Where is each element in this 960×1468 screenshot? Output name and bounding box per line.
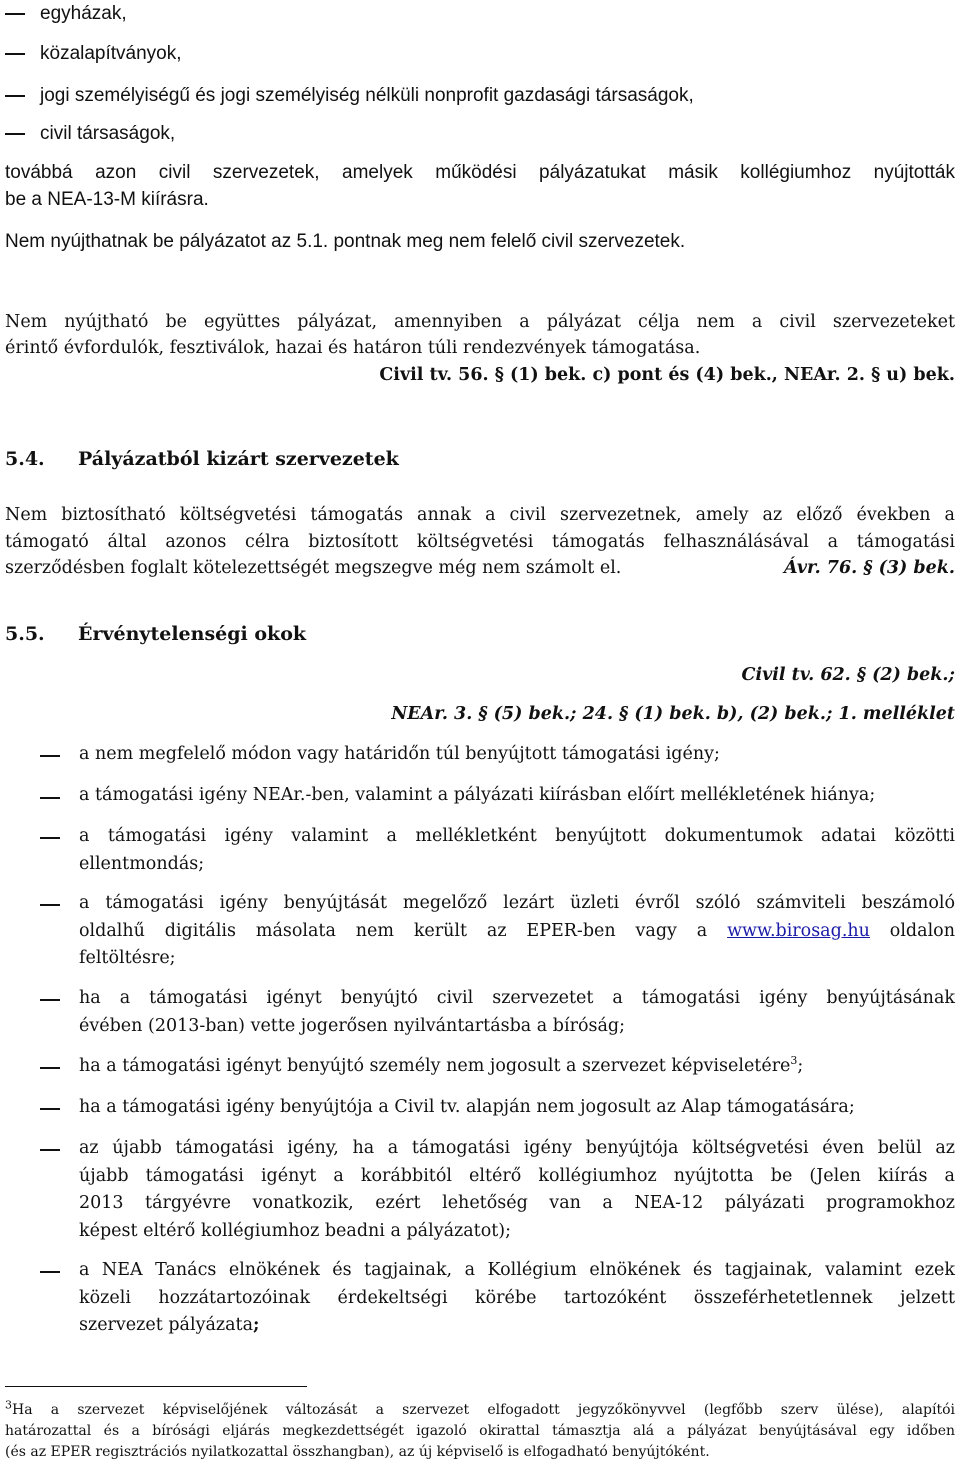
joint-application-line-1: Nem nyújtható be együttes pályázat, amennyiben a pályázat célja nem a civil szervezeteket [5,312,955,332]
section-number: 5.4. [5,448,45,470]
list-item: jogi személyiségű és jogi személyiség nélküli nonprofit gazdasági társaságok, [40,85,694,106]
list-item: ha a támogatási igényt benyújtó személy nem jogosult a szervezet képviseletére$^3$; [79,1054,804,1076]
list-item: a támogatási igény NEAr.-ben, valamint a pályázati kiírásban előírt mellékletének hiánya; [79,785,876,805]
dash-bullet [40,1108,60,1110]
legal-reference: Ávr. 76. § (3) bek. [783,558,955,578]
list-item: ha a támogatási igényt benyújtó civil szervezetet a támogatási igény benyújtásának évében (2013-ban) vette jogerősen nyilvántartásba a bíróság; [79,988,955,1036]
list-item: civil társaságok, [40,123,176,144]
dash-bullet [40,999,60,1001]
footnote-mark: 3 [5,1398,12,1412]
dash-bullet [40,837,60,839]
section-5-4-line-2: támogató által azonos célra biztosított költségvetési támogatás felhasználásával a támogatási [5,532,955,552]
section-title: Pályázatból kizárt szervezetek [78,448,399,470]
dash-bullet [40,755,60,757]
dash-bullet [40,1149,60,1151]
section-title: Érvénytelenségi okok [78,623,307,645]
legal-reference: Civil tv. 56. § (1) bek. c) pont és (4) bek., NEAr. 2. § u) bek. [379,365,955,385]
footnote-separator [5,1386,307,1387]
dash-bullet [5,133,25,135]
section-5-4-line-3: szerződésben foglalt kötelezettségét megszegve még nem számolt el. [5,558,622,578]
intro-paragraph-line-2: be a NEA-13-M kiírásra. [5,189,209,210]
list-item: a támogatási igény valamint a mellékletként benyújtott dokumentumok adatai közötti ellentmondás; [79,826,955,874]
footnote: $^3$Ha a szervezet képviselőjének változását a szervezet elfogadott jegyzőkönyvvel (legfőbb szerv ülése), alapítói határozattal és a bírósági eljárás megkezdettségét igazoló okirattal támasztja alá a pályázat benyújtásával egy időben (és az EPER regisztrációs nyilatkozattal összhangban), az új képviselő is elfogadható benyújtóként. [5,1398,955,1460]
legal-reference: Civil tv. 62. § (2) bek.; [741,665,955,685]
section-heading-5-4 [5,446,399,473]
dash-bullet [40,1067,60,1069]
dash-bullet [5,13,25,15]
list-item: a nem megfelelő módon vagy határidőn túl benyújtott támogatási igény; [79,744,720,764]
list-item: a NEA Tanács elnökének és tagjainak, a Kollégium elnökének és tagjainak, valamint ezek közeli hozzátartozóinak érdekeltségi körébe tartozóként összeférhetetlennek jelzett szervezet pályázata; [79,1260,955,1335]
footnote-reference[interactable]: 3 [790,1054,798,1068]
dash-bullet [40,797,60,799]
section-number: 5.5. [5,623,45,645]
dash-bullet [5,53,25,55]
list-item: ha a támogatási igény benyújtója a Civil tv. alapján nem jogosult az Alap támogatására; [79,1097,855,1117]
joint-application-line-2: érintő évfordulók, fesztiválok, hazai és határon túli rendezvények támogatása. [5,338,701,358]
list-item: az újabb támogatási igény, ha a támogatási igény benyújtója költségvetési éven belül az újabb támogatási igényt a korábbitól eltérő kollégiumhoz nyújtotta be (Jelen kiírás a 2013 tárgyévre vonatkozik, ezért lehetőség van a NEA-12 pályázati programokhoz képest eltérő kollégiumhoz beadni a pályázatot); [79,1138,955,1241]
legal-reference: NEAr. 3. § (5) bek.; 24. § (1) bek. b), (2) bek.; 1. melléklet [391,704,955,724]
section-5-4-line-1: Nem biztosítható költségvetési támogatás annak a civil szervezetnek, amely az előző években a [5,505,955,525]
section-heading-5-5 [5,621,306,648]
dash-bullet [5,95,25,97]
intro-paragraph-line-1: továbbá azon civil szervezetek, amelyek működési pályázatukat másik kollégiumhoz nyújtották [5,162,955,183]
list-item: közalapítványok, [40,43,182,64]
birosag-link[interactable]: www.birosag.hu [727,920,870,941]
list-item: a támogatási igény benyújtását megelőző lezárt üzleti évről szóló számviteli beszámoló oldalhű digitális másolata nem került az EPER-ben vagy a www.birosag.hu oldalon feltöltésre; [79,893,955,968]
dash-bullet [40,904,60,906]
list-item: egyházak, [40,3,127,24]
ineligible-paragraph: Nem nyújthatnak be pályázatot az 5.1. pontnak meg nem felelő civil szervezetek. [5,231,686,252]
dash-bullet [40,1271,60,1273]
